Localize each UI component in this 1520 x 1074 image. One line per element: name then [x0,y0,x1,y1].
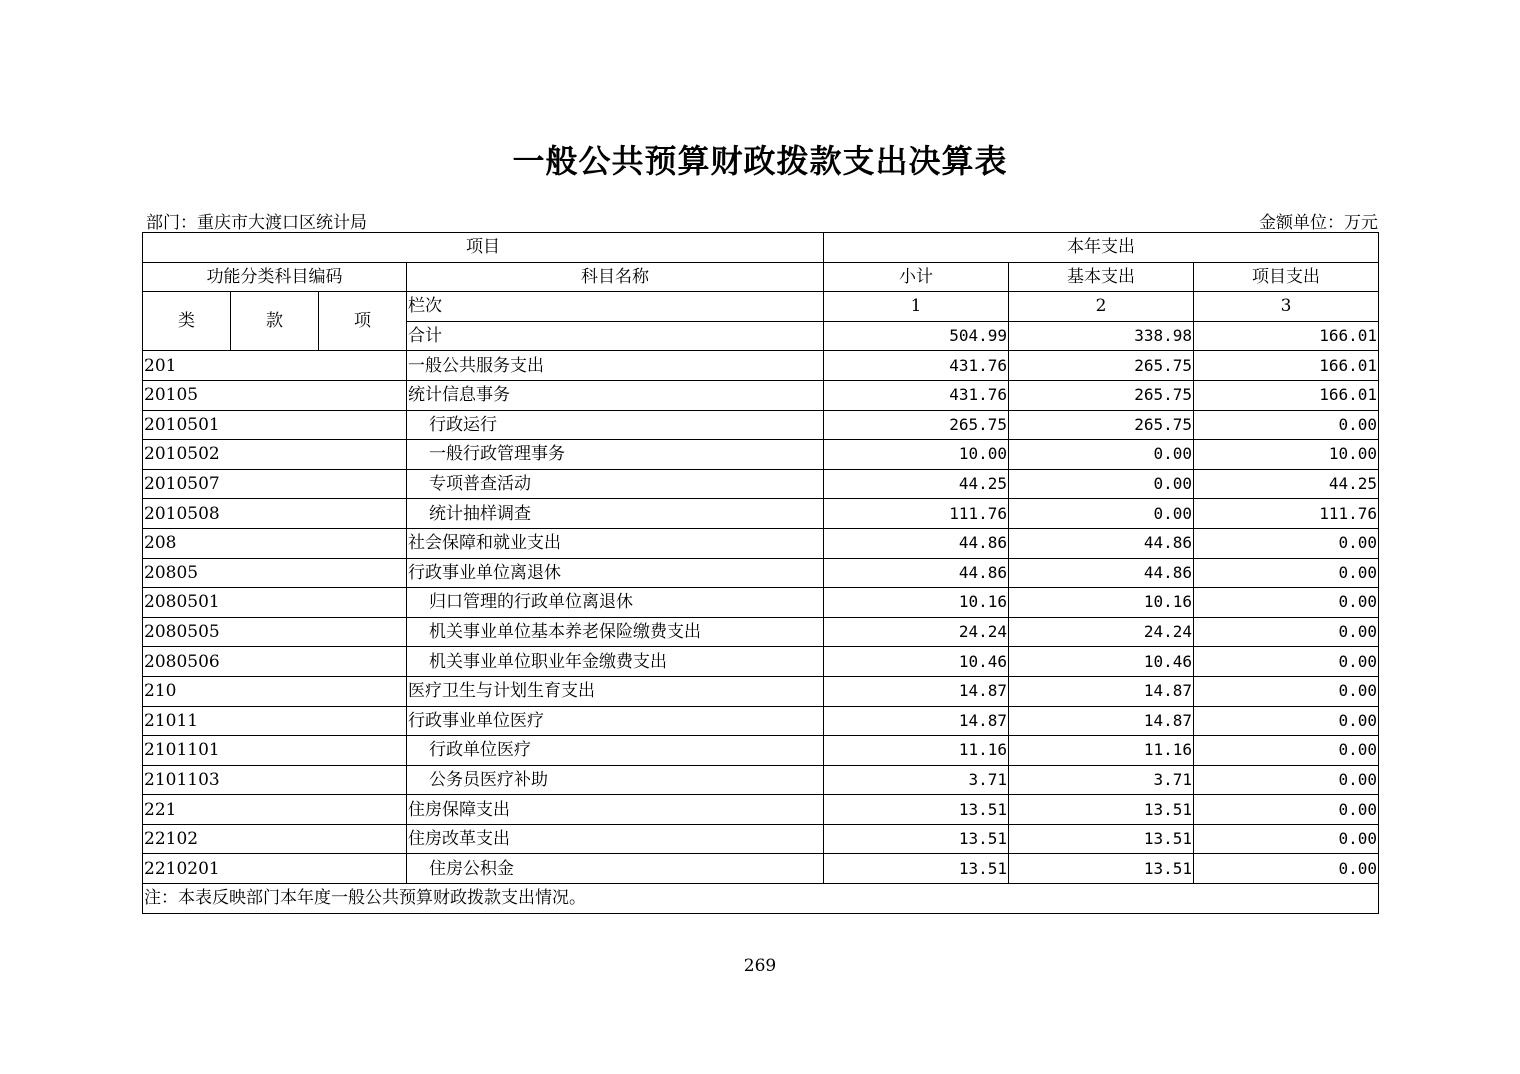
row-code: 208 [143,528,407,558]
table-row [143,351,1379,381]
row-project: 0.00 [1194,647,1379,677]
row-code: 20105 [143,380,407,410]
row-basic: 0.00 [1009,469,1194,499]
row-basic: 44.86 [1009,528,1194,558]
row-name: 行政运行 [407,410,824,440]
table-row [143,499,1379,529]
row-code: 2010508 [143,499,407,529]
header-col2: 2 [1009,292,1194,322]
row-project: 111.76 [1194,499,1379,529]
expenditure-table [142,232,1379,914]
table-row [143,558,1379,588]
row-name: 行政单位医疗 [407,736,824,766]
total-subtotal: 504.99 [824,321,1009,351]
header-current-year: 本年支出 [824,233,1379,263]
header-kuan: 款 [231,292,319,351]
row-code: 2010501 [143,410,407,440]
row-name: 行政事业单位离退休 [407,558,824,588]
department-label: 部门：重庆市大渡口区统计局 [146,213,367,233]
row-code: 21011 [143,706,407,736]
row-project: 44.25 [1194,469,1379,499]
header-lei: 类 [143,292,231,351]
note-row [143,884,1379,914]
table-row [143,617,1379,647]
row-subtotal: 431.76 [824,380,1009,410]
table-row [143,380,1379,410]
row-code: 2080506 [143,647,407,677]
total-project: 166.01 [1194,321,1379,351]
row-subtotal: 10.46 [824,647,1009,677]
row-subtotal: 14.87 [824,706,1009,736]
row-project: 10.00 [1194,440,1379,470]
row-basic: 0.00 [1009,440,1194,470]
row-name: 行政事业单位医疗 [407,706,824,736]
row-subtotal: 13.51 [824,795,1009,825]
row-code: 22102 [143,824,407,854]
table-row [143,440,1379,470]
row-name: 住房改革支出 [407,824,824,854]
row-name: 专项普查活动 [407,469,824,499]
row-code: 2010507 [143,469,407,499]
row-name: 医疗卫生与计划生育支出 [407,676,824,706]
row-name: 统计信息事务 [407,380,824,410]
row-subtotal: 13.51 [824,854,1009,884]
row-subtotal: 24.24 [824,617,1009,647]
row-code: 2080505 [143,617,407,647]
row-subtotal: 265.75 [824,410,1009,440]
row-code: 210 [143,676,407,706]
header-code: 功能分类科目编码 [143,262,407,292]
row-name: 一般公共服务支出 [407,351,824,381]
table-row [143,765,1379,795]
table-row [143,528,1379,558]
row-project: 166.01 [1194,351,1379,381]
row-code: 2010502 [143,440,407,470]
header-col3: 3 [1194,292,1379,322]
row-subtotal: 431.76 [824,351,1009,381]
row-subtotal: 11.16 [824,736,1009,766]
row-basic: 265.75 [1009,351,1194,381]
table-row [143,410,1379,440]
row-project: 0.00 [1194,765,1379,795]
header-lanci: 栏次 [407,292,824,322]
row-basic: 265.75 [1009,410,1194,440]
row-name: 公务员医疗补助 [407,765,824,795]
row-project: 0.00 [1194,706,1379,736]
row-basic: 3.71 [1009,765,1194,795]
row-subtotal: 14.87 [824,676,1009,706]
row-project: 0.00 [1194,588,1379,618]
row-basic: 14.87 [1009,676,1194,706]
header-row-2 [143,262,1379,292]
row-project: 0.00 [1194,617,1379,647]
row-project: 0.00 [1194,676,1379,706]
row-project: 0.00 [1194,558,1379,588]
table-row [143,795,1379,825]
row-code: 2101101 [143,736,407,766]
row-code: 2080501 [143,588,407,618]
row-name: 归口管理的行政单位离退休 [407,588,824,618]
header-row-3 [143,292,1379,322]
total-label: 合计 [407,321,824,351]
row-project: 0.00 [1194,795,1379,825]
row-code: 221 [143,795,407,825]
unit-label: 金额单位：万元 [1259,213,1378,233]
row-basic: 11.16 [1009,736,1194,766]
header-col1: 1 [824,292,1009,322]
row-project: 0.00 [1194,410,1379,440]
row-basic: 13.51 [1009,824,1194,854]
row-basic: 14.87 [1009,706,1194,736]
row-subtotal: 10.00 [824,440,1009,470]
row-name: 机关事业单位基本养老保险缴费支出 [407,617,824,647]
row-subtotal: 44.86 [824,558,1009,588]
row-subtotal: 44.25 [824,469,1009,499]
row-basic: 10.16 [1009,588,1194,618]
row-name: 住房公积金 [407,854,824,884]
row-basic: 44.86 [1009,558,1194,588]
row-basic: 10.46 [1009,647,1194,677]
table-row [143,588,1379,618]
row-basic: 265.75 [1009,380,1194,410]
table-row [143,854,1379,884]
total-basic: 338.98 [1009,321,1194,351]
header-project: 项目 [143,233,824,263]
row-subtotal: 3.71 [824,765,1009,795]
row-project: 0.00 [1194,854,1379,884]
row-project: 166.01 [1194,380,1379,410]
row-project: 0.00 [1194,736,1379,766]
row-subtotal: 111.76 [824,499,1009,529]
row-subtotal: 13.51 [824,824,1009,854]
row-name: 机关事业单位职业年金缴费支出 [407,647,824,677]
row-subtotal: 10.16 [824,588,1009,618]
row-code: 201 [143,351,407,381]
row-basic: 0.00 [1009,499,1194,529]
row-name: 统计抽样调查 [407,499,824,529]
row-project: 0.00 [1194,528,1379,558]
table-note: 注：本表反映部门本年度一般公共预算财政拨款支出情况。 [143,884,1379,914]
row-code: 20805 [143,558,407,588]
header-xiang: 项 [319,292,407,351]
header-subtotal: 小计 [824,262,1009,292]
header-basic: 基本支出 [1009,262,1194,292]
table-row [143,676,1379,706]
row-name: 住房保障支出 [407,795,824,825]
table-row [143,706,1379,736]
header-name: 科目名称 [407,262,824,292]
row-subtotal: 44.86 [824,528,1009,558]
row-project: 0.00 [1194,824,1379,854]
row-basic: 13.51 [1009,854,1194,884]
row-basic: 13.51 [1009,795,1194,825]
table-row [143,469,1379,499]
table-row [143,736,1379,766]
row-code: 2210201 [143,854,407,884]
row-basic: 24.24 [1009,617,1194,647]
header-projectexp: 项目支出 [1194,262,1379,292]
page-number: 269 [743,956,777,976]
table-row [143,824,1379,854]
table-row [143,647,1379,677]
row-code: 2101103 [143,765,407,795]
page-title: 一般公共预算财政拨款支出决算表 [512,142,1008,180]
row-name: 一般行政管理事务 [407,440,824,470]
header-row-1 [143,233,1379,263]
row-name: 社会保障和就业支出 [407,528,824,558]
